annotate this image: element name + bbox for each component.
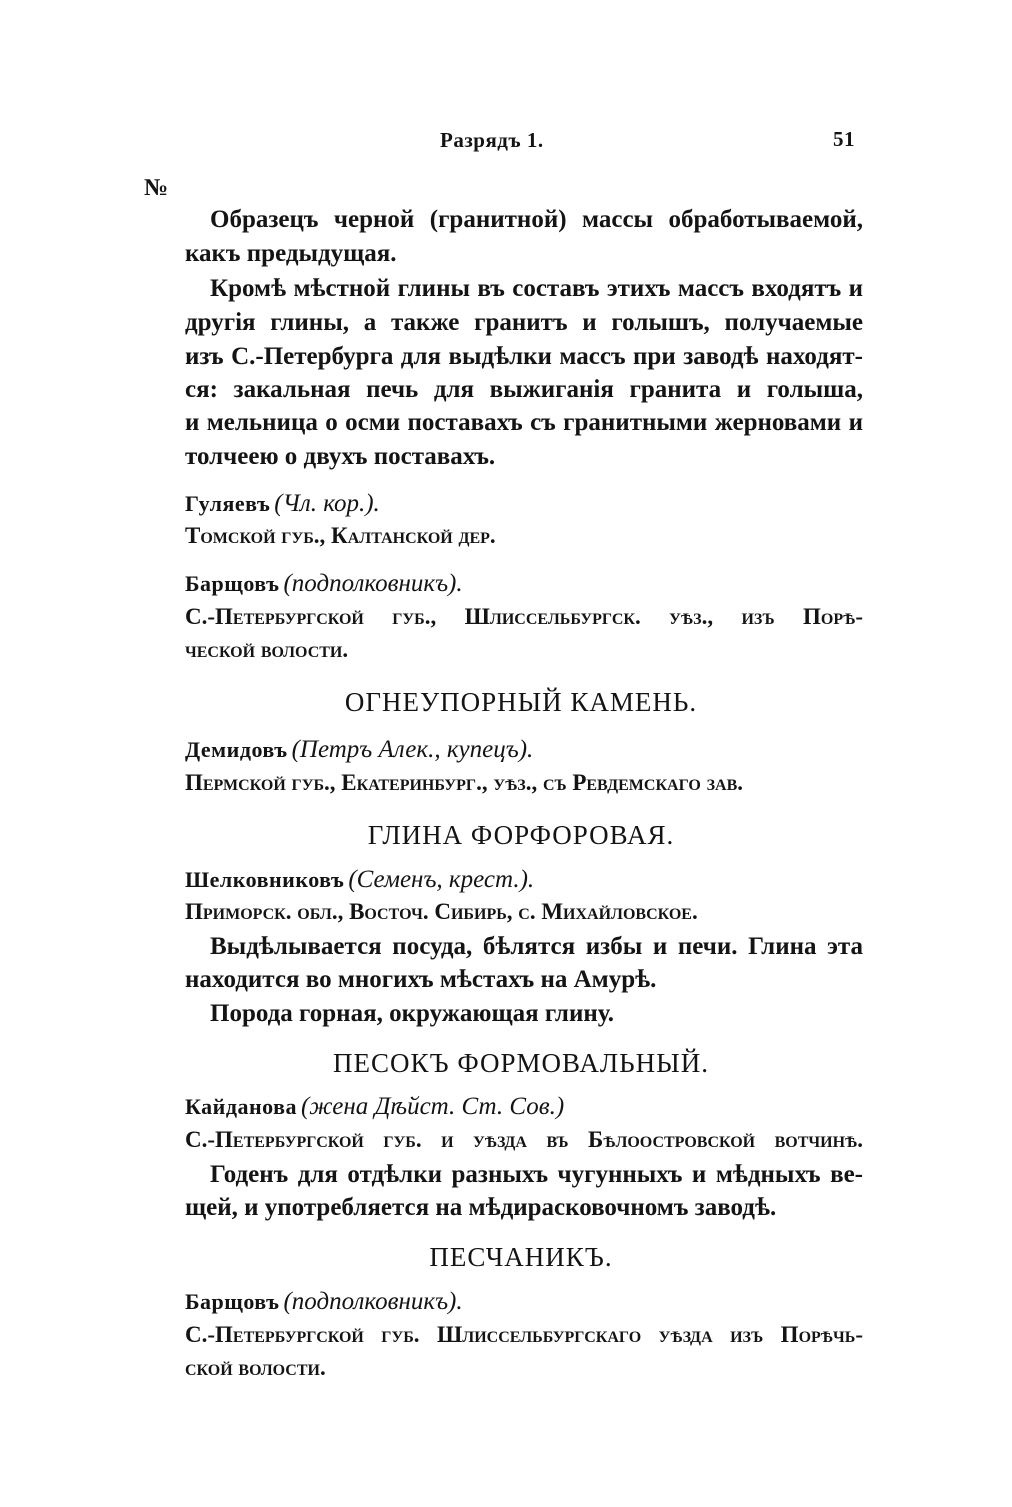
- exhibitor-place-line-2: ской волости.: [185, 1355, 326, 1380]
- exhibitor-title: (подполковникъ).: [283, 570, 463, 597]
- page-number: 51: [833, 127, 855, 151]
- note-line-1: Выдѣлывается посуда, бѣлятся избы и печи. Глина эта: [210, 933, 863, 960]
- exhibitor-name: Барщовъ: [185, 571, 280, 596]
- note-line-2: находится во многихъ мѣстахъ на Амурѣ.: [185, 966, 657, 993]
- entry-barshchov: [185, 570, 463, 598]
- section-title-porcelain-clay: ГЛИНА ФОРФОРОВАЯ.: [367, 820, 675, 850]
- exhibitor-place-line-1: С.-Петербургской губ., Шлиссельбургск. уѣз., изъ Порѣ-: [185, 604, 863, 629]
- intro-para-line-6: толчеею о двухъ поставахъ.: [185, 443, 496, 470]
- intro-para-line-1: Кромѣ мѣстной глины въ составъ этихъ массъ входятъ и: [210, 275, 863, 302]
- intro-para-line-3: изъ С.-Петербурга для выдѣлки массъ при заводѣ находят-: [185, 343, 863, 370]
- exhibitor-place: Пермской губ., Екатеринбург., уѣз., съ Ревдемскаго зав.: [185, 770, 744, 795]
- exhibitor-title: (подполковникъ).: [283, 1288, 463, 1315]
- exhibitor-title: (жена Дѣйст. Ст. Сов.): [300, 1093, 565, 1120]
- entry-kaidanova: [185, 1093, 564, 1121]
- section-title-molding-sand: ПЕСОКЪ ФОРМОВАЛЬНЫЙ.: [333, 1048, 709, 1078]
- entry-barshchov-2: [185, 1288, 463, 1316]
- sample-line-1: Образецъ черной (гранитной) массы обработываемой,: [210, 206, 863, 233]
- intro-para-line-2: другія глины, а также гранитъ и голышъ, получаемые: [185, 309, 863, 336]
- section-title-sandstone: ПЕСЧАНИКЪ.: [429, 1242, 613, 1272]
- number-mark: №: [144, 175, 169, 201]
- running-title: Разрядъ 1.: [440, 128, 544, 152]
- exhibitor-place: Томской губ., Калтанской дер.: [185, 523, 496, 548]
- exhibitor-place-line-1: С.-Петербургской губ. Шлиссельбургскаго уѣзда изъ Порѣчь-: [185, 1322, 863, 1347]
- section-title-refractory-stone: ОГНЕУПОРНЫЙ КАМЕНЬ.: [344, 687, 698, 717]
- exhibitor-name: Шелковниковъ: [185, 867, 345, 892]
- exhibitor-name: Демидовъ: [185, 737, 288, 762]
- intro-para-line-4: ся: закальная печь для выжиганія гранита и голыша,: [185, 376, 863, 403]
- sample-line-2: какъ предыдущая.: [185, 240, 397, 267]
- intro-para-line-5: и мельница о осми поставахъ съ гранитными жерновами и: [185, 409, 863, 436]
- exhibitor-name: Кайданова: [185, 1094, 297, 1119]
- exhibitor-title: (Семенъ, крест.).: [348, 866, 535, 893]
- entry-demidov: [185, 736, 533, 764]
- exhibitor-title: (Петръ Алек., купецъ).: [291, 736, 534, 763]
- exhibitor-place: Приморск. обл., Восточ. Сибирь, с. Михайловское.: [185, 899, 698, 924]
- entry-gulyaev: [185, 490, 380, 518]
- exhibitor-name: Гуляевъ: [185, 491, 271, 516]
- exhibitor-title: (Чл. кор.).: [274, 490, 380, 517]
- note-line-1: Годенъ для отдѣлки разныхъ чугунныхъ и мѣдныхъ ве-: [210, 1161, 863, 1188]
- exhibitor-place: С.-Петербургской губ. и уѣзда въ Бѣлоостровской вотчинѣ.: [185, 1127, 863, 1152]
- note-line-3: Порода горная, окружающая глину.: [210, 1000, 615, 1027]
- note-line-2: щей, и употребляется на мѣдирасковочномъ заводѣ.: [185, 1194, 777, 1221]
- exhibitor-place-line-2: ческой волости.: [185, 637, 349, 662]
- exhibitor-name: Барщовъ: [185, 1289, 280, 1314]
- entry-shelkovnikov: [185, 866, 534, 894]
